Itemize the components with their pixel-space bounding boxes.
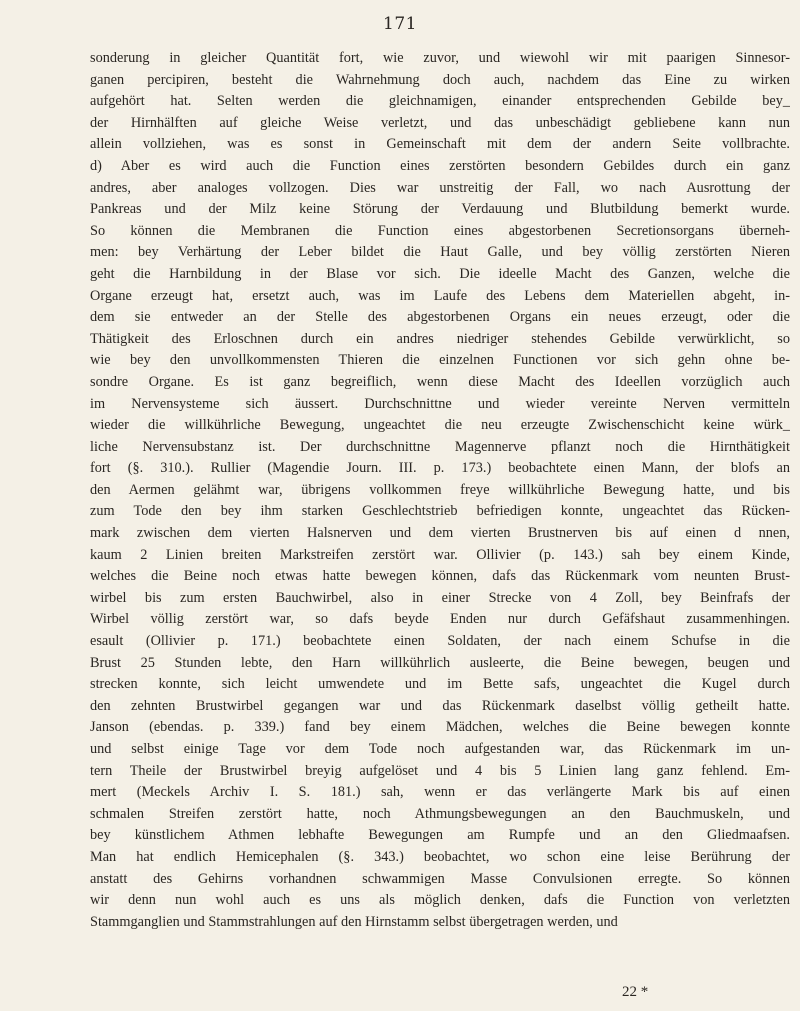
text-line: wieder die willkührliche Bewegung, ungeachtet die neu erzeugte Zwischenschicht keine würk_	[90, 417, 790, 434]
text-line: allein vollziehen, was es sonst in Gemeinschaft mit dem der andern Seite vollbrachte.	[90, 136, 790, 153]
text-line: andres, aber analoges vollzogen. Dies war unstreitig der Fall, wo nach Ausrottung der	[90, 179, 790, 196]
text-line: den zehnten Brustwirbel gegangen war und das Rückenmark daselbst völlig getheilt hatte.	[90, 697, 790, 714]
text-line: Stammganglien und Stammstrahlungen auf den Hirnstamm selbst übergetragen werden, und	[90, 913, 618, 930]
text-line: sondre Organe. Es ist ganz begreiflich, wenn diese Macht des Ideellen vorzüglich auch	[90, 373, 790, 390]
text-line: anstatt des Gehirns vorhandnen schwammigen Masse Convulsionen erregte. So können	[90, 870, 790, 887]
text-line: wirbel bis zum ersten Bauchwirbel, also in einer Strecke von 4 Zoll, bey Beinfrafs der	[90, 589, 790, 606]
text-line: esault (Ollivier p. 171.) beobachtete einen Soldaten, der nach einem Schufse in die	[90, 633, 790, 650]
text-line: Janson (ebendas. p. 339.) fand bey einem Mädchen, welches die Beine bewegen konnte	[90, 719, 790, 736]
text-line: den Aermen gelähmt war, übrigens vollkommen freye willkührliche Bewegung hatte, und bis	[90, 481, 790, 498]
text-line: Wirbel völlig zerstört war, so dafs beyde Enden nur durch Gefäfshaut zusammenhingen.	[90, 611, 790, 628]
text-line: Pankreas und der Milz keine Störung der Verdauung und Blutbildung bemerkt wurde.	[90, 201, 790, 218]
text-line: d) Aber es wird auch die Function eines zerstörten besondern Gebildes durch ein ganz	[90, 157, 790, 174]
text-line: geht die Harnbildung in der Blase vor sich. Die ideelle Macht des Ganzen, welche die	[90, 265, 790, 282]
text-line: Organe erzeugt hat, ersetzt auch, was im Laufe des Lebens dem Materiellen abgeht, in-	[90, 287, 790, 304]
text-line: bey künstlichem Athmen lebhafte Bewegungen am Rumpfe und an den Gliedmaafsen.	[90, 827, 790, 844]
text-line: aufgehört hat. Selten werden die gleichnamigen, einander entsprechenden Gebilde bey_	[90, 93, 790, 110]
text-line: tern Theile der Brustwirbel breyig aufgelöset und 4 bis 5 Linien lang ganz fehlend. Em-	[90, 762, 790, 779]
signature-mark: 22 *	[622, 984, 649, 1000]
text-line: sonderung in gleicher Quantität fort, wie zuvor, und wiewohl wir mit paarigen Sinnesor-	[90, 50, 790, 66]
text-line: schmalen Streifen zerstört hatte, noch Athmungsbewegungen an den Bauchmuskeln, und	[90, 805, 790, 822]
text-line: mark zwischen dem vierten Halsnerven und dem vierten Brustnerven bis auf einen d nnen,	[90, 525, 790, 542]
text-line: Brust 25 Stunden lebte, den Harn willkührlich ausleerte, die Beine bewegen, beugen und	[90, 654, 790, 671]
text-line: zum Tode den bey ihm starken Geschlechtstrieb befriedigen konnte, ungeachtet das Rücken-	[90, 503, 790, 520]
text-line: dem sie entweder an der Stelle des abgestorbenen Organs ein neues erzeugt, oder die	[90, 309, 790, 326]
text-line: Man hat endlich Hemicephalen (§. 343.) beobachtet, wo schon eine leise Berührung der	[90, 848, 790, 865]
text-line: liche Nervensubstanz ist. Der durchschnittne Magennerve pflanzt noch die Hirnthätigkeit	[90, 438, 790, 455]
text-line: wie bey den unvollkommensten Thieren die einzelnen Functionen vor sich gehn ohne be-	[90, 352, 790, 369]
page-number: 171	[383, 14, 417, 34]
text-line: strecken konnte, sich leicht umwendete und im Bette safs, ungeachtet die Kugel durch	[90, 676, 790, 693]
text-line: und selbst einige Tage vor dem Tode noch aufgestanden war, das Rückenmark im un-	[90, 741, 790, 757]
text-line: im Nervensysteme sich äussert. Durchschnittne und wieder vereinte Nerven vermitteln	[90, 395, 790, 412]
text-line: wir denn nun wohl auch es uns als möglich denken, dafs die Function von verletzten	[90, 892, 790, 909]
text-line: kaum 2 Linien breiten Markstreifen zerstört war. Ollivier (p. 143.) sah bey einem Kinde,	[90, 546, 790, 563]
text-line: fort (§. 310.). Rullier (Magendie Journ. III. p. 173.) beobachtete einen Mann, der blofs an	[90, 460, 790, 477]
text-line: So können die Membranen die Function eines abgestorbenen Secretionsorgans überneh-	[90, 222, 790, 239]
text-line: men: bey Verhärtung der Leber bildet die Haut Galle, und bey völlig zerstörten Nieren	[90, 244, 790, 261]
text-line: der Hirnhälften auf gleiche Weise verletzt, und das unbeschädigt gebliebene kann nun	[90, 114, 790, 131]
text-line: welches die Beine noch etwas hatte bewegen können, dafs das Rückenmark vom neunten Brust-	[90, 568, 790, 585]
text-line: ganen percipiren, besteht die Wahrnehmung doch auch, nachdem das Eine zu wirken	[90, 71, 790, 88]
body-text	[90, 48, 790, 933]
text-line: mert (Meckels Archiv I. S. 181.) sah, wenn er das verlängerte Mark bis auf einen	[90, 784, 790, 801]
text-line: Thätigkeit des Erloschnen durch ein andres niedriger stehendes Gebilde verwürklicht, so	[90, 330, 790, 347]
